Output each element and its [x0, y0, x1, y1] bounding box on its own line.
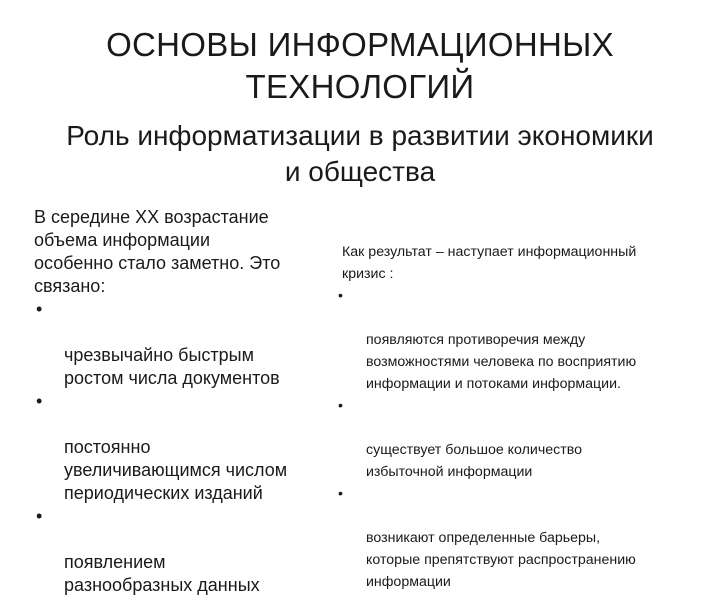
slide-subtitle-line-2: и общества — [284, 156, 436, 187]
list-item-text: появляются противоречия между возможностями человека по восприятию информации и потоками информации. — [366, 332, 637, 392]
bullet-icon: • — [36, 299, 43, 319]
slide-title-line-2: ТЕХНОЛОГИЙ — [245, 68, 475, 105]
bullet-icon: • — [36, 391, 43, 411]
list-item-text: чрезвычайно быстрым ростом числа документов — [64, 345, 280, 388]
list-item-text: постоянно увеличивающимся числом периодических изданий — [64, 437, 288, 503]
list-item-text: появлением разнообразных данных — [64, 552, 260, 595]
right-column — [338, 241, 698, 593]
list-item — [338, 395, 698, 483]
slide-title — [60, 24, 660, 108]
list-item-text: существует большое количество избыточной информации — [366, 442, 582, 480]
left-intro-text: В середине XX возрастание объема информации особенно стало заметно. Это связано: — [34, 207, 281, 296]
bullet-icon: • — [338, 398, 343, 414]
bullet-icon: • — [338, 486, 343, 502]
left-bullet-list — [34, 298, 334, 597]
slide-title-line-1: ОСНОВЫ ИНФОРМАЦИОННЫХ — [106, 26, 614, 63]
slide-subtitle — [20, 118, 700, 190]
list-item — [34, 298, 334, 390]
list-item — [338, 285, 698, 395]
bullet-icon: • — [36, 506, 43, 526]
list-item-text: возникают определенные барьеры, которые препятствуют распространению информации — [366, 530, 636, 590]
bullet-icon: • — [338, 288, 343, 304]
list-item — [34, 390, 334, 505]
left-column — [34, 206, 334, 597]
list-item — [34, 505, 334, 597]
right-bullet-list — [338, 285, 698, 593]
slide-subtitle-line-1: Роль информатизации в развитии экономики — [66, 120, 654, 151]
right-intro-text: Как результат – наступает информационный кризис : — [342, 244, 637, 282]
list-item — [338, 483, 698, 593]
